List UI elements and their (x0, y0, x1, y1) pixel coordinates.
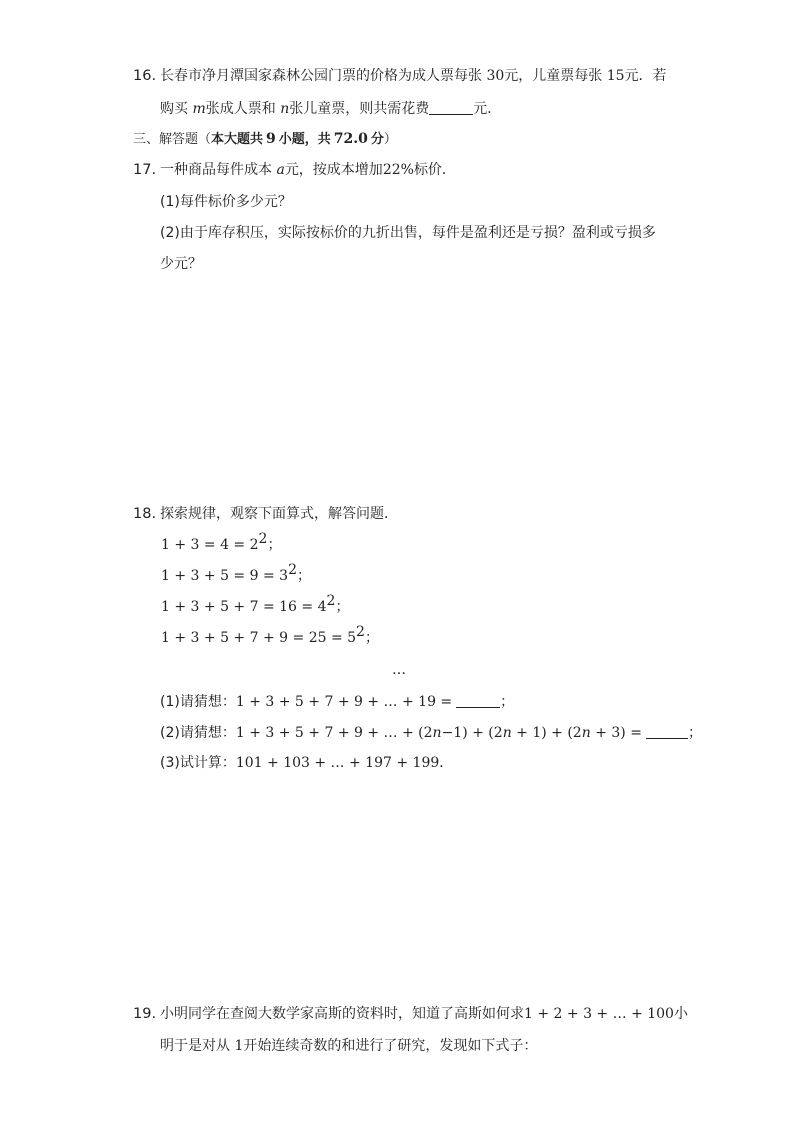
q16-text-a: 长春市净月潭国家森林公园门票的价格为成人票每张 (160, 68, 487, 84)
q19-text-a: 小明同学在查阅大数学家高斯的资料时，知道了高斯如何求 (160, 1006, 524, 1022)
equation-4-end: ； (364, 630, 379, 646)
equation-3-expr: 1 + 3 + 5 + 7 = 16 = 4 (161, 599, 327, 615)
section-3-bold-2: 小题，共 (278, 132, 331, 147)
q17-percent: 22% (382, 162, 414, 178)
question-16-line-1 (160, 69, 667, 83)
q18-part-2-end: ； (687, 725, 702, 741)
equation-2 (161, 562, 311, 584)
question-16-number: 16. (133, 68, 157, 84)
question-18-number: 18. (133, 506, 157, 522)
q19-one: 1 (234, 1038, 244, 1054)
equation-3 (161, 593, 350, 615)
question-18-intro: 探索规律，观察下面算式，解答问题． (160, 506, 398, 522)
q17-text-b: 元，按成本增加 (284, 162, 383, 178)
section-3-heading (133, 132, 397, 146)
q18-part-1-expr: 1 + 3 + 5 + 7 + 9 + … + 19 = (235, 694, 453, 710)
q18-part-2-blank[interactable] (646, 725, 688, 739)
q16-text-2c: 张儿童票，则共需花费 (289, 101, 430, 117)
q18-part-2-expr-c: + 1) + (2 (511, 725, 582, 741)
equation-1-end: ； (267, 537, 282, 553)
q16-text-2a: 购买 (160, 101, 193, 117)
q16-text-2d: 元． (473, 101, 502, 117)
question-16-line-2 (160, 101, 501, 116)
q18-part-1-blank[interactable] (456, 694, 500, 708)
question-18-part-3 (160, 756, 453, 770)
equation-ellipsis: … (392, 662, 406, 678)
q16-price-child: 15 (606, 68, 625, 84)
equation-2-end: ； (296, 568, 311, 584)
question-19-number: 19. (133, 1006, 157, 1022)
q16-price-adult: 30 (486, 68, 505, 84)
question-19-line-1 (160, 1007, 688, 1021)
section-3-title: 三、解答题（ (133, 132, 212, 147)
section-3-points: 72.0 (333, 131, 368, 147)
q17-text-c: 标价． (413, 162, 456, 178)
q17-text-a: 一种商品每件成本 (160, 162, 277, 178)
equation-3-end: ； (335, 599, 350, 615)
equation-2-expr: 1 + 3 + 5 = 9 = 3 (161, 568, 289, 584)
equation-2-exponent: 2 (288, 562, 297, 578)
equation-1 (161, 531, 282, 553)
q19-sum-expr: 1 + 2 + 3 + … + 100 (524, 1006, 674, 1022)
q19-text-2b: 开始连续奇数的和进行了研究，发现如下式子： (243, 1038, 538, 1054)
question-19-line-2 (160, 1039, 537, 1053)
question-17-part-2-line-2: 少元？ (160, 256, 202, 272)
q19-text-2a: 明于是对从 (160, 1038, 235, 1054)
q18-part-3-end: ． (439, 755, 454, 771)
question-17-line-1 (160, 163, 456, 177)
q18-part-2-var-n-2: n (502, 725, 512, 741)
q16-var-n: n (280, 101, 290, 117)
equation-1-expr: 1 + 3 = 4 = 2 (161, 537, 259, 553)
section-3-bold-1: 本大题共 (211, 132, 264, 147)
equation-3-exponent: 2 (326, 593, 336, 609)
section-3-close: ） (383, 132, 397, 147)
q18-part-2-expr-b: −1) + (2 (441, 725, 503, 741)
q18-part-2-label: (2)请猜想： (160, 725, 236, 741)
q16-var-m: m (192, 101, 206, 117)
q16-text-c: 元，儿童票每张 (504, 68, 607, 84)
q18-part-1-label: (1)请猜想： (160, 694, 236, 710)
q18-part-2-var-n-1: n (432, 725, 442, 741)
q17-var-a: a (276, 162, 285, 178)
q18-part-2-expr-a: 1 + 3 + 5 + 7 + 9 + … + (2 (235, 725, 433, 741)
q16-text-2b: 张成人票和 (205, 101, 281, 117)
q16-text-e: 元．若 (624, 68, 667, 84)
question-17-part-1: (1)每件标价多少元？ (160, 194, 292, 210)
q18-part-2-var-n-3: n (581, 725, 591, 741)
q16-answer-blank[interactable] (429, 101, 473, 115)
question-18-part-2 (160, 725, 702, 740)
q18-part-3-label: (3)试计算： (160, 755, 236, 771)
q18-part-3-expr: 101 + 103 + … + 197 + 199 (235, 755, 440, 771)
section-3-count: 9 (266, 131, 276, 147)
equation-1-exponent: 2 (258, 531, 268, 547)
section-3-bold-3: 分 (370, 132, 384, 147)
q18-part-1-end: ； (500, 694, 515, 710)
q18-part-2-expr-d: + 3) = (590, 725, 642, 741)
question-17-part-2-line-1: (2)由于库存积压，实际按标价的九折出售，每件是盈利还是亏损？盈利或亏损多 (160, 225, 656, 241)
question-17-number: 17. (133, 162, 157, 178)
q19-text-b: 小 (673, 1006, 688, 1022)
equation-4 (161, 624, 379, 646)
question-18-part-1 (160, 694, 514, 709)
equation-4-expr: 1 + 3 + 5 + 7 + 9 = 25 = 5 (161, 630, 357, 646)
equation-4-exponent: 2 (356, 624, 365, 640)
